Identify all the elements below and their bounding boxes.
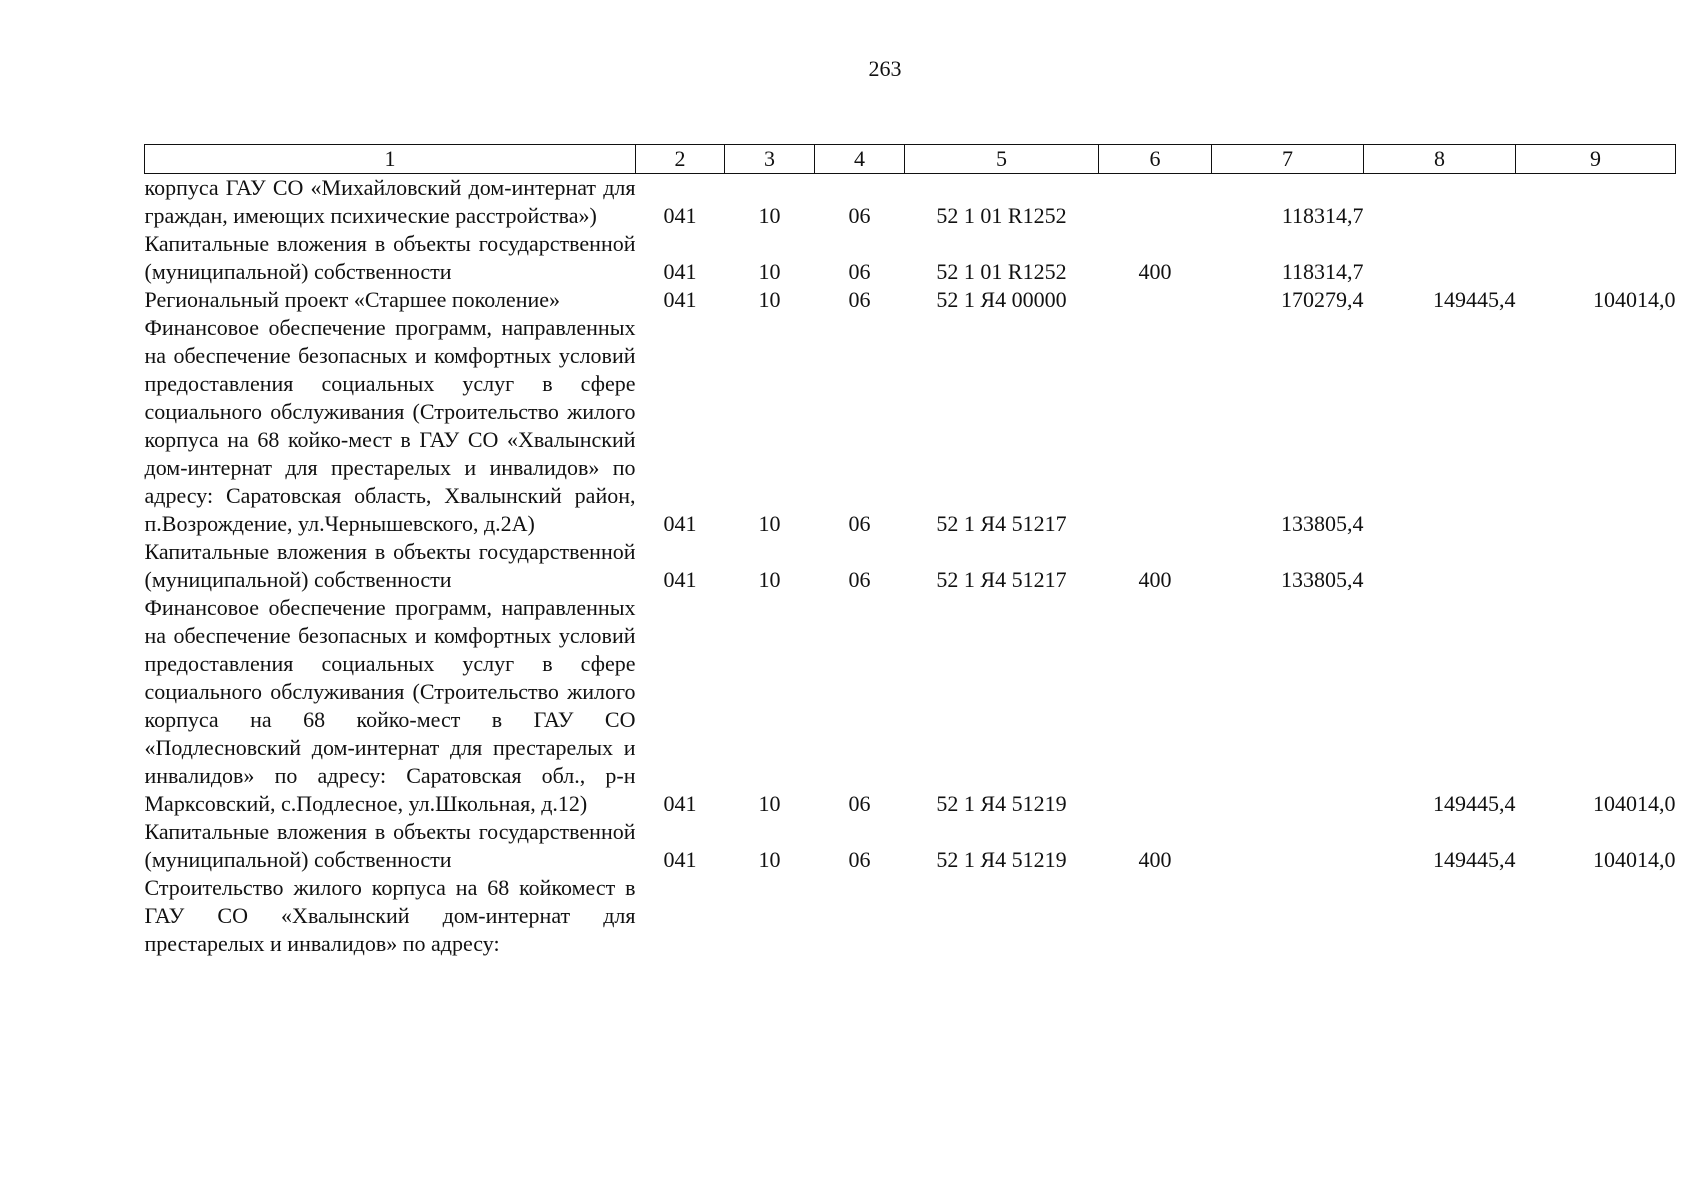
amount-col7 <box>1212 874 1364 958</box>
amount-col7 <box>1212 594 1364 818</box>
target-article-code: 52 1 Я4 51217 <box>936 511 1067 536</box>
expense-type-code <box>1099 174 1212 231</box>
table-row <box>145 538 1676 594</box>
target-article-code: 52 1 01 R1252 <box>936 203 1067 228</box>
target-article-code: 52 1 Я4 51219 <box>936 847 1067 872</box>
row-name: корпуса ГАУ СО «Михайловский дом-интернат для граждан, имеющих психические расстройства») <box>144 175 636 228</box>
amount-col9 <box>1516 314 1676 538</box>
table-row <box>145 174 1676 231</box>
subsection-code: 06 <box>848 511 871 536</box>
ministry-code: 041 <box>663 847 697 872</box>
target-article-code: 52 1 Я4 00000 <box>936 287 1067 312</box>
amount-col7: 133805,4 <box>1281 511 1364 536</box>
subsection-code: 06 <box>848 203 871 228</box>
section-code: 10 <box>758 511 781 536</box>
expense-type-code <box>1099 314 1212 538</box>
column-header-3: 3 <box>725 145 815 174</box>
target-article-code: 52 1 Я4 51219 <box>936 791 1067 816</box>
target-article-code: 52 1 01 R1252 <box>936 259 1067 284</box>
table-row <box>145 230 1676 286</box>
table-row <box>145 818 1676 874</box>
subsection-code: 06 <box>848 259 871 284</box>
amount-col7 <box>1212 818 1364 874</box>
amount-col9 <box>1516 174 1676 231</box>
column-header-6: 6 <box>1099 145 1212 174</box>
target-article-code <box>905 874 1099 958</box>
section-code: 10 <box>758 791 781 816</box>
row-name: Капитальные вложения в объекты государственной (муниципальной) собственности <box>144 539 636 592</box>
row-name: Капитальные вложения в объекты государственной (муниципальной) собственности <box>144 819 636 872</box>
amount-col8 <box>1364 230 1516 286</box>
expense-type-code: 400 <box>1138 259 1172 284</box>
header-row <box>145 145 1676 174</box>
column-header-1: 1 <box>145 145 636 174</box>
column-header-9: 9 <box>1516 145 1676 174</box>
expense-type-code <box>1099 874 1212 958</box>
row-name: Строительство жилого корпуса на 68 койкомест в ГАУ СО «Хвалынский дом-интернат для престарелых и инвалидов» по адресу: <box>144 875 636 956</box>
column-header-5: 5 <box>905 145 1099 174</box>
section-code: 10 <box>758 567 781 592</box>
section-code: 10 <box>758 259 781 284</box>
table-row <box>145 874 1676 958</box>
amount-col7: 118314,7 <box>1281 203 1364 228</box>
amount-col9 <box>1516 230 1676 286</box>
expense-type-code: 400 <box>1138 567 1172 592</box>
column-header-8: 8 <box>1364 145 1516 174</box>
section-code <box>725 874 815 958</box>
table-row <box>145 286 1676 314</box>
column-header-2: 2 <box>636 145 725 174</box>
amount-col8 <box>1364 314 1516 538</box>
amount-col8: 149445,4 <box>1433 791 1516 816</box>
ministry-code: 041 <box>663 511 697 536</box>
table-row <box>145 314 1676 538</box>
row-name: Капитальные вложения в объекты государственной (муниципальной) собственности <box>144 231 636 284</box>
amount-col7: 170279,4 <box>1281 287 1364 312</box>
subsection-code: 06 <box>848 567 871 592</box>
row-name: Финансовое обеспечение программ, направленных на обеспечение безопасных и комфортных условий предоставления социальных услуг в сфере социального обслуживания (Строительство жилого корпуса на 68 койко-мест в ГАУ СО «Подлесновский дом-интернат для престарелых и инвалидов» по адресу: Саратовская обл., р-н Марксовский, с.Подлесное, ул.Школьная, д.12) <box>144 595 636 816</box>
page-number: 263 <box>868 56 902 81</box>
subsection-code: 06 <box>848 287 871 312</box>
table-row <box>145 594 1676 818</box>
amount-col9 <box>1516 874 1676 958</box>
ministry-code <box>636 874 725 958</box>
amount-col8: 149445,4 <box>1433 847 1516 872</box>
amount-col9: 104014,0 <box>1593 287 1676 312</box>
subsection-code: 06 <box>848 791 871 816</box>
ministry-code: 041 <box>663 287 697 312</box>
column-header-7: 7 <box>1212 145 1364 174</box>
ministry-code: 041 <box>663 203 697 228</box>
amount-col7: 118314,7 <box>1281 259 1364 284</box>
section-code: 10 <box>758 203 781 228</box>
subsection-code: 06 <box>848 847 871 872</box>
row-name: Региональный проект «Старшее поколение» <box>144 287 561 312</box>
expense-type-code <box>1099 286 1212 314</box>
amount-col7: 133805,4 <box>1281 567 1364 592</box>
section-code: 10 <box>758 287 781 312</box>
ministry-code: 041 <box>663 259 697 284</box>
budget-table <box>144 144 1676 958</box>
row-name: Финансовое обеспечение программ, направленных на обеспечение безопасных и комфортных условий предоставления социальных услуг в сфере социального обслуживания (Строительство жилого корпуса на 68 койко-мест в ГАУ СО «Хвалынский дом-интернат для престарелых и инвалидов» по адресу: Саратовская область, Хвалынский район, п.Возрождение, ул.Чернышевского, д.2А) <box>144 315 636 536</box>
expense-type-code <box>1099 594 1212 818</box>
amount-col8 <box>1364 538 1516 594</box>
amount-col9: 104014,0 <box>1593 791 1676 816</box>
section-code: 10 <box>758 847 781 872</box>
target-article-code: 52 1 Я4 51217 <box>936 567 1067 592</box>
amount-col8: 149445,4 <box>1433 287 1516 312</box>
amount-col8 <box>1364 874 1516 958</box>
amount-col9 <box>1516 538 1676 594</box>
amount-col8 <box>1364 174 1516 231</box>
subsection-code <box>815 874 905 958</box>
ministry-code: 041 <box>663 791 697 816</box>
amount-col9: 104014,0 <box>1593 847 1676 872</box>
column-header-4: 4 <box>815 145 905 174</box>
ministry-code: 041 <box>663 567 697 592</box>
expense-type-code: 400 <box>1138 847 1172 872</box>
